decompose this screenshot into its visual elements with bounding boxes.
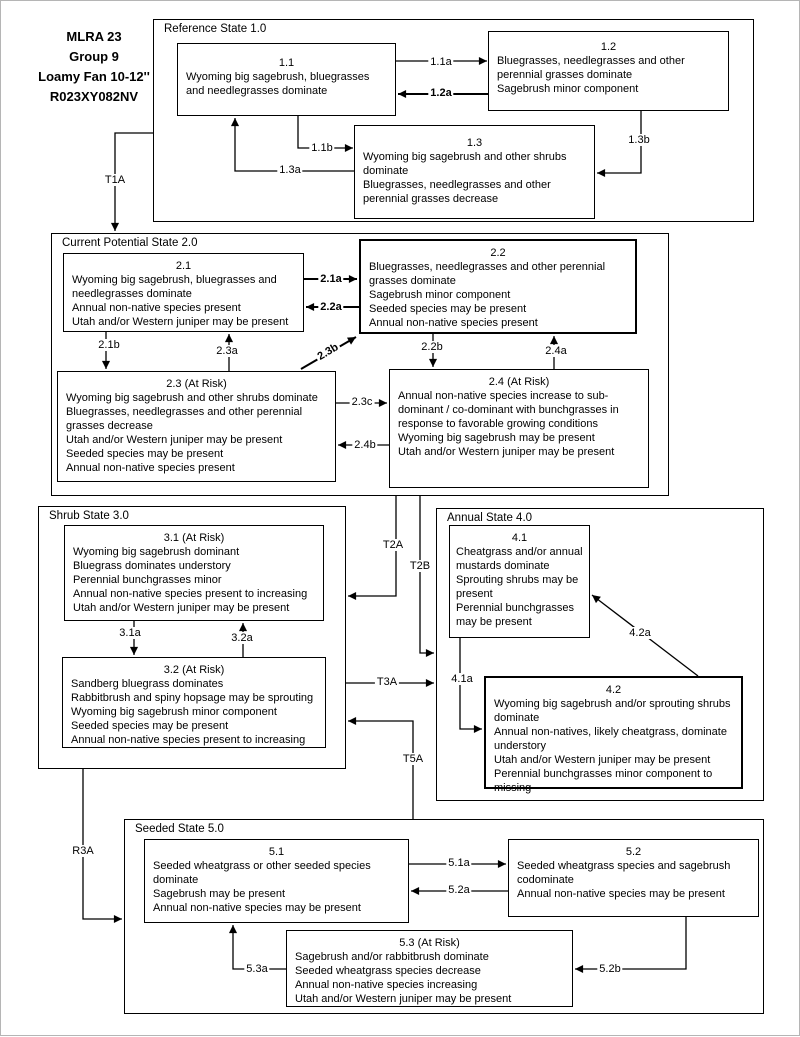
box-text-line: Wyoming big sagebrush may be present xyxy=(398,432,595,444)
community-box-3-1 xyxy=(64,525,324,621)
box-text-line: Sagebrush and/or rabbitbrush dominate xyxy=(295,951,489,963)
community-box-4-1 xyxy=(449,525,590,638)
box-text-line: Perennial bunchgrasses minor component to missing xyxy=(494,768,713,794)
arrow-label-5-2b: 5.2b xyxy=(599,963,621,975)
arrow-label-T5A: T5A xyxy=(402,753,424,765)
community-box-2-3 xyxy=(57,371,336,482)
arrow-label-2-2b: 2.2b xyxy=(421,341,443,353)
box-text-line: Utah and/or Western juniper may be present xyxy=(66,434,283,446)
arrow-label-2-4b: 2.4b xyxy=(354,439,376,451)
group-label: Group 9 xyxy=(69,49,119,64)
arrow-label-1-2a: 1.2a xyxy=(430,87,452,99)
box-title: 4.1 xyxy=(511,532,528,544)
state-shrub-label: Shrub State 3.0 xyxy=(49,510,129,522)
box-text-line: Seeded wheatgrass species decrease xyxy=(295,965,481,977)
community-box-5-2 xyxy=(508,839,759,917)
site-id-label: R023XY082NV xyxy=(49,89,139,104)
box-title: 1.1 xyxy=(278,57,295,69)
site-name-label: Loamy Fan 10-12'' xyxy=(38,69,150,84)
box-text-line: Annual non-native species increasing xyxy=(295,979,478,991)
box-title: 3.2 (At Risk) xyxy=(163,664,225,676)
arrow-label-5-1a: 5.1a xyxy=(448,857,470,869)
box-text-line: Wyoming big sagebrush dominant xyxy=(73,546,240,558)
box-text-line: Seeded species may be present xyxy=(71,720,229,732)
arrow-label-1-1a: 1.1a xyxy=(430,56,452,68)
box-text-line: Utah and/or Western juniper may be present xyxy=(398,446,615,458)
arrow-label-2-3a: 2.3a xyxy=(216,345,238,357)
arrow-label-3-2a: 3.2a xyxy=(231,632,253,644)
arrow-label-2-3c: 2.3c xyxy=(351,396,373,408)
box-text-line: Bluegrasses, needlegrasses and other perennial grasses dominate xyxy=(369,261,606,287)
box-text-line: Annual non-native species present xyxy=(66,462,235,474)
box-title: 5.3 (At Risk) xyxy=(399,937,460,949)
box-text-line: Utah and/or Western juniper may be present xyxy=(73,602,290,614)
box-text-line: Annual non-native species present xyxy=(369,317,538,329)
box-text-line: Annual non-native species present xyxy=(72,302,241,314)
arrow-label-T3A: T3A xyxy=(376,676,398,688)
arrow-label-T1A: T1A xyxy=(104,174,126,186)
arrow-label-4-1a: 4.1a xyxy=(451,673,473,685)
box-text-line: Sprouting shrubs may be present xyxy=(456,574,579,600)
arrow-label-1-3b: 1.3b xyxy=(628,134,650,146)
arrow-T2B xyxy=(420,496,434,653)
box-text-line: Bluegrasses, needlegrasses and other perennial grasses decrease xyxy=(363,179,551,205)
box-title: 3.1 (At Risk) xyxy=(163,532,225,544)
box-text-line: Perennial bunchgrasses minor xyxy=(73,574,222,586)
box-text-line: Wyoming big sagebrush minor component xyxy=(71,706,277,718)
box-text-line: Annual non-native species may be present xyxy=(517,888,725,900)
box-text-line: Wyoming big sagebrush, bluegrasses and needlegrasses dominate xyxy=(186,71,370,97)
state-reference-label: Reference State 1.0 xyxy=(164,23,267,35)
arrow-label-T2A: T2A xyxy=(382,539,404,551)
box-text-line: Utah and/or Western juniper may be present xyxy=(72,316,289,328)
arrow-R3A xyxy=(83,769,122,919)
box-text-line: Utah and/or Western juniper may be present xyxy=(295,993,512,1005)
mlra-label: MLRA 23 xyxy=(66,29,122,44)
box-text-line: Wyoming big sagebrush, bluegrasses and needlegrasses dominate xyxy=(72,274,277,300)
community-box-2-2 xyxy=(359,239,637,334)
box-title: 2.2 xyxy=(490,247,506,259)
community-box-1-3 xyxy=(354,125,595,219)
arrow-label-1-1b: 1.1b xyxy=(311,142,333,154)
box-text-line: Seeded wheatgrass or other seeded species dominate xyxy=(153,860,371,886)
box-text-line: Bluegrasses, needlegrasses and other perennial grasses dominate xyxy=(497,55,685,81)
box-text-line: Seeded wheatgrass species and sagebrush codominate xyxy=(517,860,731,886)
box-text-line: Sagebrush minor component xyxy=(369,289,511,301)
arrow-label-2-1a: 2.1a xyxy=(320,273,342,285)
arrow-label-R3A: R3A xyxy=(72,845,94,857)
box-text-line: Sandberg bluegrass dominates xyxy=(71,678,224,690)
box-title: 2.3 (At Risk) xyxy=(166,378,227,390)
state-annual-label: Annual State 4.0 xyxy=(447,512,533,524)
box-text-line: Wyoming big sagebrush and other shrubs dominate xyxy=(363,151,567,177)
arrow-label-3-1a: 3.1a xyxy=(119,627,141,639)
box-text-line: Sagebrush may be present xyxy=(153,888,286,900)
arrow-T5A xyxy=(348,721,413,819)
site-title-block xyxy=(19,27,169,107)
arrow-label-1-3a: 1.3a xyxy=(279,164,301,176)
box-text-line: Wyoming big sagebrush and/or sprouting shrubs dominate xyxy=(494,698,731,724)
state-current-potential-label: Current Potential State 2.0 xyxy=(62,237,198,249)
arrow-label-4-2a: 4.2a xyxy=(629,627,651,639)
box-text-line: Seeded species may be present xyxy=(369,303,527,315)
box-title: 5.1 xyxy=(268,846,285,858)
box-text-line: Wyoming big sagebrush and other shrubs dominate xyxy=(66,392,318,404)
box-text-line: Seeded species may be present xyxy=(66,448,224,460)
box-text-line: Bluegrass dominates understory xyxy=(73,560,231,572)
arrow-label-2-1b: 2.1b xyxy=(98,339,120,351)
box-text-line: Annual non-native species present to increasing xyxy=(73,588,308,600)
box-text-line: Bluegrasses, needlegrasses and other perennial grasses decrease xyxy=(66,406,303,432)
arrow-label-5-2a: 5.2a xyxy=(448,884,470,896)
box-text-line: Sagebrush minor component xyxy=(497,83,639,95)
box-title: 2.1 xyxy=(175,260,192,272)
arrow-label-2-3b: 2.3b xyxy=(315,341,341,363)
arrow-5-2b xyxy=(575,917,686,969)
arrow-label-T2B: T2B xyxy=(409,560,431,572)
community-box-2-1 xyxy=(63,253,304,332)
box-text-line: Perennial bunchgrasses may be present xyxy=(456,602,575,628)
box-text-line: Rabbitbrush and spiny hopsage may be sprouting xyxy=(71,692,314,704)
box-title: 4.2 xyxy=(605,684,622,696)
arrow-label-5-3a: 5.3a xyxy=(246,963,268,975)
state-seeded-label: Seeded State 5.0 xyxy=(135,823,224,835)
box-title: 2.4 (At Risk) xyxy=(488,376,550,388)
arrow-label-2-4a: 2.4a xyxy=(545,345,567,357)
box-text-line: Annual non-natives, likely cheatgrass, dominate understory xyxy=(494,726,727,752)
box-title: 1.3 xyxy=(466,137,483,149)
box-text-line: Annual non-native species present to increasing xyxy=(71,734,306,746)
community-box-2-4 xyxy=(389,369,649,488)
box-title: 5.2 xyxy=(625,846,642,858)
community-box-5-1 xyxy=(144,839,409,923)
box-title: 1.2 xyxy=(600,41,617,53)
box-text-line: Annual non-native species increase to sub-dominant / co-dominant with bunchgrasses in response to favorable growing conditions xyxy=(398,390,619,430)
community-box-1-2 xyxy=(488,31,729,111)
arrow-label-2-2a: 2.2a xyxy=(320,301,342,313)
box-text-line: Annual non-native species may be present xyxy=(153,902,361,914)
community-box-3-2 xyxy=(62,657,326,748)
community-box-5-3 xyxy=(286,930,573,1007)
box-text-line: Utah and/or Western juniper may be present xyxy=(494,754,711,766)
community-box-1-1 xyxy=(177,43,396,116)
community-box-4-2 xyxy=(484,676,743,794)
box-text-line: Cheatgrass and/or annual mustards dominate xyxy=(456,546,583,572)
